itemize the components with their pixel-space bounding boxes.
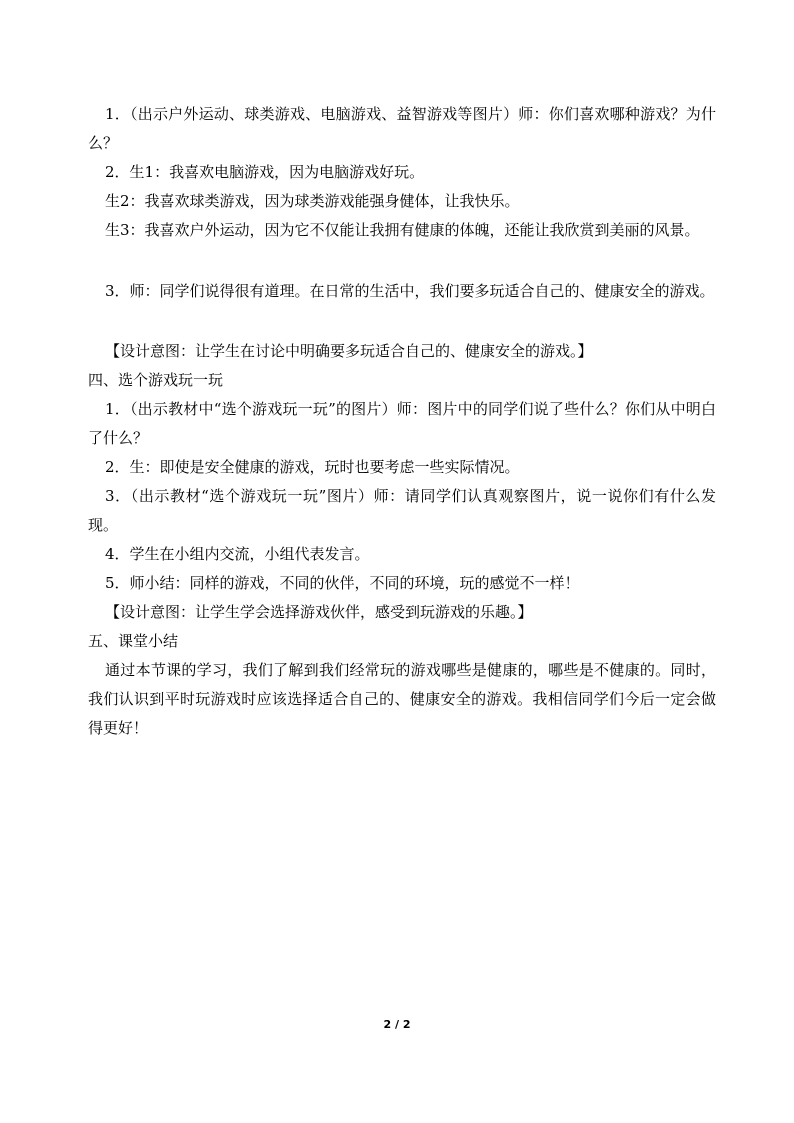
paragraph: 2．生：即使是安全健康的游戏，玩时也要考虑一些实际情况。 — [105, 458, 520, 476]
paragraph: 5．师小结：同样的游戏，不同的伙伴，不同的环境，玩的感觉不一样！ — [105, 574, 580, 592]
summary-paragraph: 通过本节课的学习，我们了解到我们经常玩的游戏哪些是健康的，哪些是不健康的。同时，我们认识到平时玩游戏时应该选择适合自己的、健康安全的游戏。我相信同学们今后一定会做得更好！ — [88, 661, 716, 737]
design-intent-note: 【设计意图：让学生学会选择游戏伙伴，感受到玩游戏的乐趣。】 — [105, 603, 533, 621]
paragraph: 生3：我喜欢户外运动，因为它不仅能让我拥有健康的体魄，还能让我欣赏到美丽的风景。 — [105, 221, 700, 239]
section-heading: 四、选个游戏玩一玩 — [88, 371, 224, 389]
design-intent-note: 【设计意图：让学生在讨论中明确要多玩适合自己的、健康安全的游戏。】 — [105, 342, 593, 360]
paragraph: 2．生1：我喜欢电脑游戏，因为电脑游戏好玩。 — [105, 163, 425, 181]
page-number: 2 / 2 — [383, 1018, 411, 1031]
paragraph: 1．（出示教材中“选个游戏玩一玩”的图片）师：图片中的同学们说了些什么？你们从中明白了什么？ — [88, 400, 716, 447]
paragraph: 3．（出示教材“选个游戏玩一玩”图片）师：请同学们认真观察图片，说一说你们有什么发现。 — [88, 487, 716, 534]
paragraph: 1．（出示户外运动、球类游戏、电脑游戏、益智游戏等图片）师：你们喜欢哪种游戏？为什么？ — [88, 105, 716, 152]
section-heading: 五、课堂小结 — [88, 632, 179, 650]
paragraph: 生2：我喜欢球类游戏，因为球类游戏能强身健体，让我快乐。 — [105, 192, 520, 210]
paragraph: 3．师：同学们说得很有道理。在日常的生活中，我们要多玩适合自己的、健康安全的游戏。 — [105, 282, 715, 300]
paragraph: 4．学生在小组内交流，小组代表发言。 — [105, 545, 370, 563]
